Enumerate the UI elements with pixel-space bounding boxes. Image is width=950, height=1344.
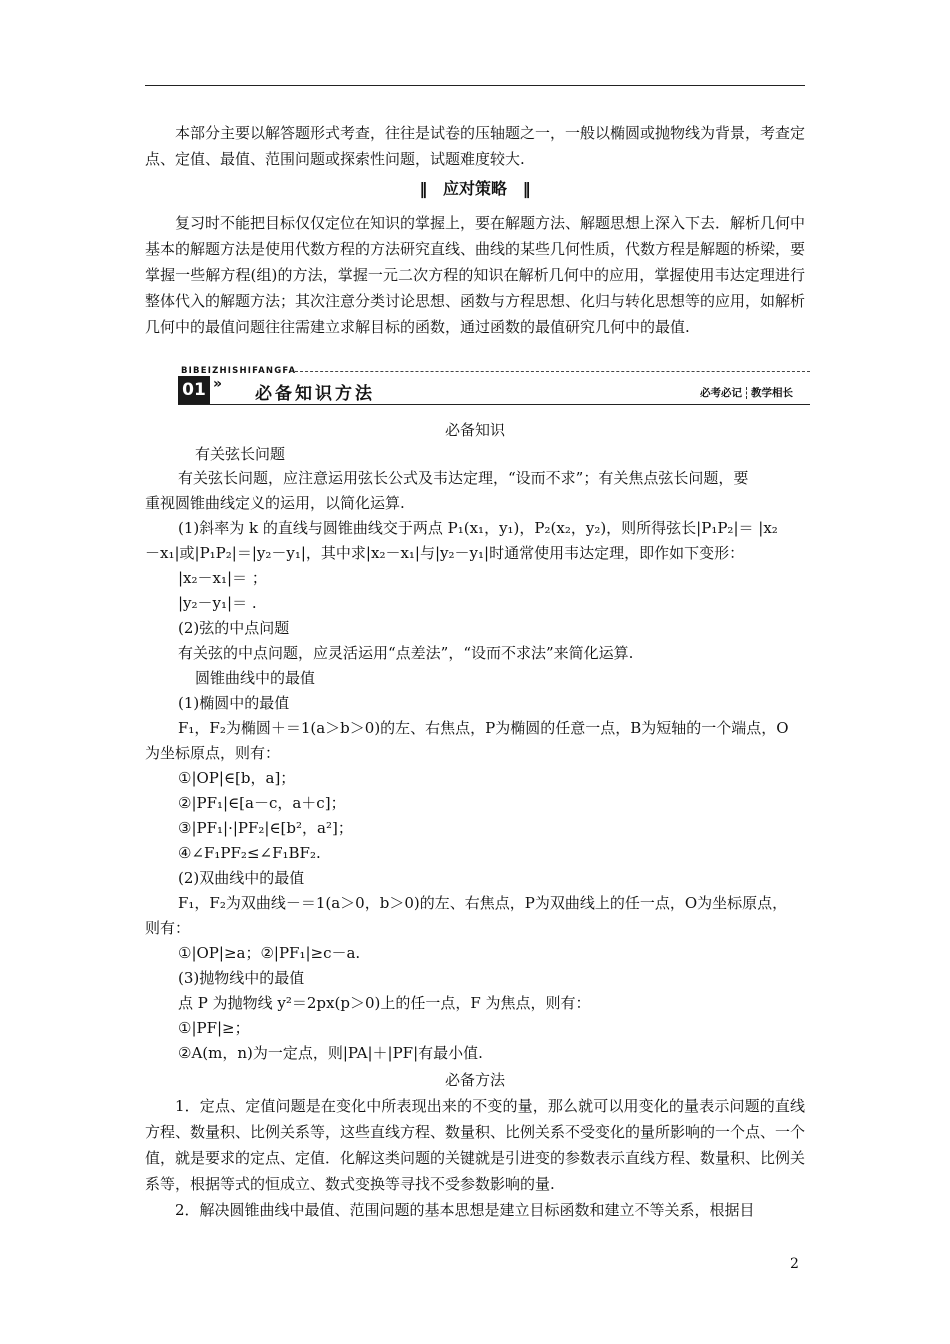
method-1-paragraph: 1．定点、定值问题是在变化中所表现出来的不变的量，那么就可以用变化的量表示问题的直线方程、数量积、比例关系等，这些直线方程、数量积、比例关系不受变化的量所影响的一个点、一个值，就是要求的定点、定值．化解这类问题的关键就是引进变的参数表示直线方程、数量积、比例关系等，根据等式的恒成立、数式变换等寻找不受参数影响的量.: [145, 1097, 806, 1193]
section-pinyin: BIBEIZHISHIFANGFA: [181, 366, 297, 376]
text-line: ②A(m，n)为一定点，则|PA|＋|PF|有最小值.: [178, 1044, 483, 1062]
text-line: (3)抛物线中的最值: [178, 969, 305, 987]
text-line: |y₂－y₁|＝ .: [178, 594, 257, 612]
section-tag-b: 教学相长: [751, 387, 793, 399]
text-line: 点 P 为抛物线 y²＝2px(p＞0)上的任一点，F 为焦点，则有：: [178, 994, 591, 1012]
section-tag-a: 必考必记: [700, 387, 742, 399]
text-line: (2)双曲线中的最值: [178, 869, 305, 887]
text-line: F₁，F₂为双曲线－＝1(a＞0，b＞0)的左、右焦点，P为双曲线上的任一点，O为坐标原点，: [178, 894, 788, 912]
text-line: 有关弦长问题: [195, 445, 286, 463]
section-tags: [700, 385, 793, 400]
text-line: 则有：: [145, 919, 191, 937]
text-line: ②|PF₁|∈[a－c，a＋c]；: [178, 794, 346, 812]
section-dashed-rule: [295, 371, 810, 372]
text-line: －x₁|或|P₁P₂|＝|y₂－y₁|，其中求|x₂－x₁|与|y₂－y₁|时通常使用韦达定理，即作如下变形：: [145, 544, 745, 562]
text-line: (1)斜率为 k 的直线与圆锥曲线交于两点 P₁(x₁，y₁)，P₂(x₂，y₂)，则所得弦长|P₁P₂|＝ |x₂: [178, 519, 778, 537]
methods-heading: 必备方法: [444, 1071, 505, 1089]
strategy-heading: [145, 176, 805, 199]
text-line: 圆锥曲线中的最值: [195, 669, 316, 687]
section-tag-separator: [746, 387, 747, 399]
text-line: 为坐标原点，则有：: [145, 744, 281, 762]
knowledge-heading: 必备知识: [444, 421, 505, 439]
text-line: 重视圆锥曲线定义的运用，以简化运算.: [145, 494, 405, 512]
text-line: ①|PF|≥；: [178, 1019, 250, 1037]
top-rule: [145, 85, 805, 86]
strategy-title: 应对策略: [442, 179, 507, 198]
text-line: (1)椭圆中的最值: [178, 694, 290, 712]
section-arrow: »: [213, 376, 223, 392]
section-title: 必备知识方法: [255, 384, 375, 404]
strategy-bar-right: ‖: [522, 179, 531, 198]
text-line: ①|OP|≥a；②|PF₁|≥c－a.: [178, 944, 361, 962]
intro-paragraph: 本部分主要以解答题形式考查，往往是试卷的压轴题之一，一般以椭圆或抛物线为背景，考查定点、定值、最值、范围问题或探索性问题，试题难度较大.: [145, 124, 806, 168]
strategy-paragraph: 复习时不能把目标仅仅定位在知识的掌握上，要在解题方法、解题思想上深入下去．解析几何中基本的解题方法是使用代数方程的方法研究直线、曲线的某些几何性质，代数方程是解题的桥梁，要掌握一些解方程(组)的方法，掌握一元二次方程的知识在解析几何中的应用，掌握使用韦达定理进行整体代入的解题方法；其次注意分类讨论思想、函数与方程思想、化归与转化思想等的应用，如解析几何中的最值问题往往需建立求解目标的函数，通过函数的最值研究几何中的最值.: [145, 214, 806, 336]
strategy-bar-left: ‖: [419, 179, 428, 198]
page-number: 2: [790, 1256, 799, 1272]
text-line: 有关弦的中点问题，应灵活运用“点差法”，“设而不求法”来简化运算.: [178, 644, 634, 662]
section-number: 01: [178, 376, 210, 404]
text-line: ①|OP|∈[b，a]；: [178, 769, 296, 787]
text-line: 有关弦长问题，应注意运用弦长公式及韦达定理，“设而不求”；有关焦点弦长问题，要: [178, 469, 749, 487]
text-line: ③|PF₁|·|PF₂|∈[b²，a²]；: [178, 819, 353, 837]
method-2-paragraph: 2．解决圆锥曲线中最值、范围问题的基本思想是建立目标函数和建立不等关系，根据目: [175, 1201, 755, 1219]
section-underline: [178, 404, 810, 405]
text-line: ④∠F₁PF₂≤∠F₁BF₂.: [178, 844, 321, 862]
text-line: F₁，F₂为椭圆＋＝1(a＞b＞0)的左、右焦点，P为椭圆的任意一点，B为短轴的一个端点，O: [178, 719, 789, 737]
text-line: (2)弦的中点问题: [178, 619, 290, 637]
text-line: |x₂－x₁|＝ ；: [178, 569, 267, 587]
